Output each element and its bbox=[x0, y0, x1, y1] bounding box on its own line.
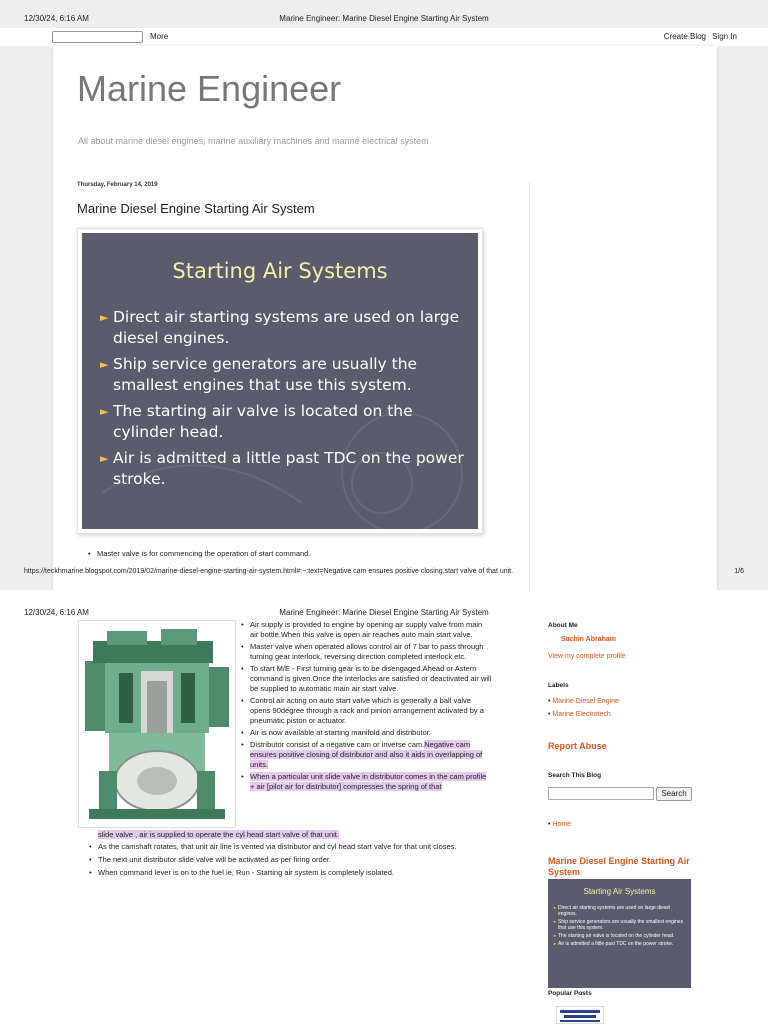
highlighted-text: Negative cam ensures positive closing of distributor and also it aids in overlapping of units. bbox=[250, 740, 483, 769]
navbar-search-box[interactable] bbox=[52, 31, 143, 43]
label-item[interactable] bbox=[548, 698, 619, 705]
distributor-text: Distributor consist of a negative cam or inverse cam. bbox=[250, 740, 425, 749]
arrow-bullet-icon: ► bbox=[100, 405, 109, 418]
page-separator bbox=[0, 590, 768, 602]
slide-title: Starting Air Systems bbox=[172, 259, 388, 283]
bullet-dot-icon: • bbox=[88, 549, 91, 558]
slide-bullet bbox=[100, 401, 470, 443]
slide-bullet-text: Ship service generators are usually the smallest engines that use this system. bbox=[113, 355, 418, 394]
print-title: Marine Engineer: Marine Diesel Engine Starting Air System bbox=[279, 14, 489, 23]
highlighted-text: slide valve , air is supplied to operate the cyl head start valve of that unit. bbox=[98, 830, 339, 839]
more-link[interactable]: More bbox=[150, 32, 169, 41]
slide-bullets bbox=[100, 307, 470, 495]
mini-slide-bullet bbox=[553, 905, 688, 917]
list-item-text: Air is now available at starting manifold and distributor. bbox=[250, 728, 431, 737]
highlighted-text: When a particular unit slide valve in distributor comes in the cam profile + air [pilot air for distributor] compresses the spring of that bbox=[250, 772, 487, 791]
list-item bbox=[240, 642, 492, 662]
bullet-dot-icon: • bbox=[241, 740, 244, 749]
bullet-dot-icon: • bbox=[548, 698, 551, 705]
print-title: Marine Engineer: Marine Diesel Engine Starting Air System bbox=[279, 608, 489, 617]
blog-search-input[interactable] bbox=[548, 787, 654, 800]
print-header bbox=[0, 14, 768, 28]
arrow-bullet-icon: ► bbox=[553, 905, 557, 910]
label-item[interactable] bbox=[548, 711, 611, 718]
list-item bbox=[240, 620, 492, 640]
slide-image bbox=[82, 233, 478, 529]
list-item-text: Air supply is provided to engine by opening air supply valve from main air bottle.When this valve is open air reaches auto main start valve. bbox=[250, 620, 483, 639]
post-title[interactable]: Marine Diesel Engine Starting Air System bbox=[77, 201, 315, 216]
list-item bbox=[88, 868, 508, 878]
list-item bbox=[88, 855, 508, 865]
sign-in-link[interactable]: Sign In bbox=[712, 32, 737, 41]
list-item-text: The next unit distributor slide valve will be activated as per firing order. bbox=[98, 855, 332, 864]
view-profile-link[interactable]: View my complete profile bbox=[548, 653, 626, 660]
featured-post-title[interactable]: Marine Diesel Engine Starting Air System bbox=[548, 856, 690, 877]
labels-heading: Labels bbox=[548, 682, 569, 689]
bullet-dot-icon: • bbox=[241, 664, 244, 673]
blog-title[interactable]: Marine Engineer bbox=[77, 68, 342, 109]
mini-slide-bullet-text: Direct air starting systems are used on large diesel engines. bbox=[558, 905, 671, 917]
list-item-text: Control air acting on auto start valve which is generally a ball valve opens 90degree through a rack and pinion arrangement activated by a pneumatic piston or actuator. bbox=[250, 696, 484, 725]
wrapped-highlight-line bbox=[98, 830, 498, 840]
home-link[interactable]: Home bbox=[552, 821, 572, 828]
post-date: Thursday, February 14, 2019 bbox=[77, 182, 158, 188]
post-bullets-page2 bbox=[240, 620, 492, 792]
post-bullets-tail bbox=[88, 842, 508, 878]
bullet-dot-icon: • bbox=[241, 696, 244, 705]
slide-bullet-text: The starting air valve is located on the cylinder head. bbox=[113, 402, 413, 441]
bullet-dot-icon: • bbox=[548, 821, 551, 828]
blog-description: All about marine diesel engines, marine auxiliary machines and marine electrical system bbox=[78, 136, 429, 146]
create-blog-link[interactable]: Create Blog bbox=[663, 32, 706, 41]
arrow-bullet-icon: ► bbox=[100, 311, 109, 324]
list-item bbox=[240, 696, 492, 726]
popular-posts-heading: Popular Posts bbox=[548, 990, 592, 997]
bullet-dot-icon: • bbox=[241, 728, 244, 737]
report-abuse-link[interactable]: Report Abuse bbox=[548, 741, 607, 751]
blog-container bbox=[53, 46, 717, 590]
search-heading: Search This Blog bbox=[548, 772, 602, 779]
sidebar-divider bbox=[529, 182, 530, 590]
home-item[interactable] bbox=[548, 821, 571, 828]
bullet-dot-icon: • bbox=[89, 855, 92, 864]
list-item bbox=[240, 664, 492, 694]
print-url: https://teckhmarine.blogspot.com/2019/02/marine-diesel-engine-starting-air-system.html#:~:text=Negative cam ensures positive closing,start valve of that unit. bbox=[24, 568, 514, 575]
bullet-dot-icon: • bbox=[89, 868, 92, 877]
bullet-dot-icon: • bbox=[89, 842, 92, 851]
list-item bbox=[240, 772, 492, 792]
print-page-number: 1/6 bbox=[734, 568, 744, 575]
mini-slide-bullets bbox=[553, 905, 688, 949]
slide-bullet bbox=[100, 307, 470, 349]
print-datetime: 12/30/24, 6:16 AM bbox=[24, 608, 89, 617]
bullet-dot-icon: • bbox=[548, 711, 551, 718]
mini-slide-title: Starting Air Systems bbox=[583, 887, 656, 896]
label-link[interactable]: Marine Electrotech bbox=[552, 711, 611, 718]
mini-slide-bullet bbox=[553, 941, 688, 947]
featured-post-image[interactable] bbox=[548, 879, 691, 988]
arrow-bullet-icon: ► bbox=[100, 452, 109, 465]
list-item-text: Master valve when operated allows control air of 7 bar to pass through turning gear interlock, reversing direction completed interlock etc. bbox=[250, 642, 484, 661]
arrow-bullet-icon: ► bbox=[553, 933, 557, 938]
list-item-text: When command lever is on to the fuel ie, Run - Starting air system is completely isolated. bbox=[98, 868, 394, 877]
list-item bbox=[240, 728, 492, 738]
slide-bullet-text: Air is admitted a little past TDC on the power stroke. bbox=[113, 449, 464, 488]
popular-post-thumbnail[interactable] bbox=[556, 1006, 604, 1024]
list-item bbox=[87, 549, 507, 559]
blogger-navbar bbox=[0, 28, 768, 46]
list-item-text: Master valve is for commencing the operation of start command. bbox=[97, 549, 311, 558]
mini-slide-bullet bbox=[553, 919, 688, 931]
bullet-dot-icon: • bbox=[241, 772, 244, 781]
list-item bbox=[240, 740, 492, 770]
mini-slide-bullet-text: The starting air valve is located on the cylinder head. bbox=[558, 933, 675, 939]
slide-bullet bbox=[100, 448, 470, 490]
arrow-bullet-icon: ► bbox=[553, 941, 557, 946]
print-page-2 bbox=[0, 602, 768, 1024]
slide-bullet bbox=[100, 354, 470, 396]
print-datetime: 12/30/24, 6:16 AM bbox=[24, 14, 89, 23]
mini-slide-bullet-text: Ship service generators are usually the smallest engines that use this system. bbox=[558, 919, 684, 931]
list-item-text: To start M/E - First turning gear is to be disengaged.Ahead or Astern command is given.Once the interlocks are satisfied or deactivated air will be supplied to automatic main air start valve. bbox=[250, 664, 492, 693]
post-image[interactable] bbox=[77, 228, 483, 534]
list-item-text: As the camshaft rotates, that unit air line is vented via distributor and cyl head start valve for that unit closes. bbox=[98, 842, 457, 851]
bullet-dot-icon: • bbox=[241, 642, 244, 651]
author-link[interactable]: Sachin Abraham bbox=[561, 636, 616, 643]
post-bullets-page1 bbox=[87, 549, 507, 559]
engine-illustration bbox=[79, 621, 235, 827]
arrow-bullet-icon: ► bbox=[553, 919, 557, 924]
about-me-heading: About Me bbox=[548, 622, 578, 629]
mini-slide-bullet bbox=[553, 933, 688, 939]
search-button[interactable]: Search bbox=[656, 787, 692, 801]
bullet-dot-icon: • bbox=[241, 620, 244, 629]
arrow-bullet-icon: ► bbox=[100, 358, 109, 371]
list-item bbox=[88, 842, 508, 852]
mini-slide-bullet-text: Air is admitted a little past TDC on the power stroke. bbox=[558, 941, 674, 947]
label-link[interactable]: Marine Diesel Engine bbox=[552, 698, 619, 705]
slide-bullet-text: Direct air starting systems are used on large diesel engines. bbox=[113, 308, 460, 347]
engine-image[interactable] bbox=[78, 620, 236, 828]
